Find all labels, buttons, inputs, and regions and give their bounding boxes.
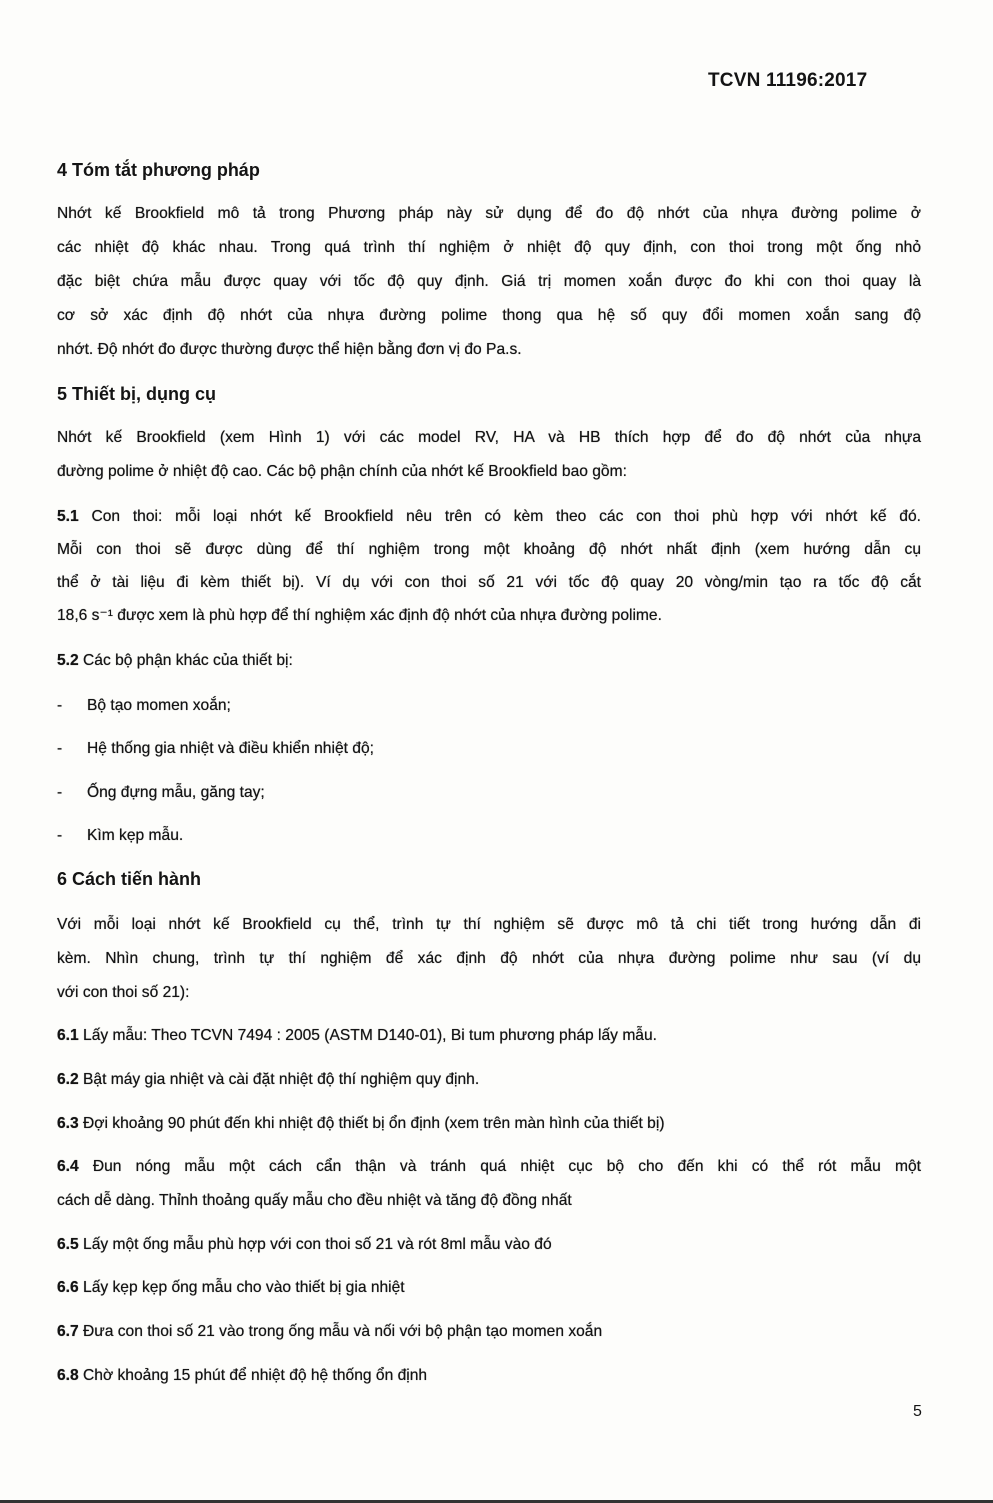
line-text: đặc biệt chứa mẫu được quay với tốc độ quy định. Giá trị momen xoắn được đo khi con thoi quay là [57, 273, 921, 290]
paragraph-line [57, 1278, 921, 1298]
bullet-item [57, 783, 921, 803]
line-text: Lấy một ống mẫu phù hợp với con thoi số 21 và rót 8ml mẫu vào đó [78, 1236, 552, 1253]
paragraph-line [57, 272, 921, 292]
clause-number: 6.5 [57, 1236, 79, 1253]
line-text: Với mỗi loại nhớt kế Brookfield cụ thể, trình tự thí nghiệm sẽ được mô tả chi tiết trong hướng dẫn đi [57, 916, 921, 933]
line-text: nhớt. Độ nhớt đo được thường được thể hiện bằng đơn vị đo Pa.s. [57, 341, 522, 358]
bullet-item [57, 739, 921, 759]
paragraph-line [57, 428, 921, 448]
line-text: Đợi khoảng 90 phút đến khi nhiệt độ thiết bị ổn định (xem trên màn hình của thiết bị) [78, 1115, 665, 1132]
paragraph-line [57, 983, 921, 1003]
section-heading: 4 Tóm tắt phương pháp [57, 160, 260, 180]
line-text: với con thoi số 21): [57, 984, 190, 1001]
line-text: Nhớt kế Brookfield (xem Hình 1) với các model RV, HA và HB thích hợp để đo độ nhớt của nhựa [57, 429, 921, 446]
paragraph-line [57, 606, 921, 626]
line-text: Nhớt kế Brookfield mô tả trong Phương pháp này sử dụng để đo độ nhớt của nhựa đường polime ở [57, 205, 921, 222]
bullet-text: Kìm kẹp mẫu. [87, 827, 184, 844]
bullet-dash: - [57, 740, 63, 757]
clause-number: 6.8 [57, 1367, 79, 1384]
bullet-text: Ống đựng mẫu, găng tay; [87, 784, 265, 801]
line-text: Đun nóng mẫu một cách cẩn thận và tránh quá nhiệt cục bộ cho đến khi có thể rót mẫu một [78, 1158, 921, 1175]
line-text: Đưa con thoi số 21 vào trong ống mẫu và nối với bộ phận tạo momen xoắn [78, 1323, 603, 1340]
paragraph-line [57, 507, 921, 527]
standard-code-header: TCVN 11196:2017 [708, 70, 868, 91]
line-text: các nhiệt độ khác nhau. Trong quá trình thí nghiệm ở nhiệt độ quy định, con thoi trong một ống nhỏ [57, 239, 921, 256]
clause-number: 6.4 [57, 1158, 79, 1175]
bullet-item [57, 826, 921, 846]
line-text: kèm. Nhìn chung, trình tự thí nghiệm để xác định độ nhớt của nhựa đường polime như sau (ví dụ [57, 950, 921, 967]
paragraph-line [57, 1070, 921, 1090]
bullet-text: Hệ thống gia nhiệt và điều khiển nhiệt độ; [87, 740, 374, 757]
paragraph-line [57, 1191, 921, 1211]
paragraph-line [57, 462, 921, 482]
line-text: Các bộ phận khác của thiết bị: [78, 652, 293, 669]
paragraph-line [57, 1322, 921, 1342]
bullet-dash: - [57, 697, 63, 714]
bullet-dash: - [57, 827, 63, 844]
paragraph-line [57, 949, 921, 969]
paragraph-line [57, 340, 921, 360]
clause-number: 6.7 [57, 1323, 79, 1340]
bullet-text: Bộ tạo momen xoắn; [87, 697, 231, 714]
paragraph-line [57, 540, 921, 560]
line-text: đường polime ở nhiệt độ cao. Các bộ phận chính của nhớt kế Brookfield bao gồm: [57, 463, 627, 480]
bullet-item [57, 696, 921, 716]
paragraph-line [57, 204, 921, 224]
paragraph-line [57, 306, 921, 326]
paragraph-line [57, 1157, 921, 1177]
line-text: thể ở tài liệu đi kèm thiết bị). Ví dụ với con thoi số 21 với tốc độ quay 20 vòng/min tạo ra tốc độ cắt [57, 574, 921, 591]
paragraph-line [57, 915, 921, 935]
clause-number: 6.6 [57, 1279, 79, 1296]
clause-number: 5.2 [57, 652, 79, 669]
paragraph-line [57, 238, 921, 258]
line-text: Lấy mẫu: Theo TCVN 7494 : 2005 (ASTM D140-01), Bi tum phương pháp lấy mẫu. [78, 1027, 657, 1044]
line-text: cơ sở xác định độ nhớt của nhựa đường polime thong qua hệ số quy đổi momen xoắn sang độ [57, 307, 921, 324]
clause-number: 6.1 [57, 1027, 79, 1044]
clause-number: 5.1 [57, 508, 79, 525]
line-text: Lấy kẹp kẹp ống mẫu cho vào thiết bị gia nhiệt [78, 1279, 405, 1296]
bullet-dash: - [57, 784, 63, 801]
section-heading: 6 Cách tiến hành [57, 869, 202, 889]
line-text: 18,6 s⁻¹ được xem là phù hợp để thí nghiệm xác định độ nhớt của nhựa đường polime. [57, 607, 662, 624]
line-text: Bật máy gia nhiệt và cài đặt nhiệt độ thí nghiệm quy định. [78, 1071, 480, 1088]
paragraph-line [57, 1026, 921, 1046]
clause-number: 6.2 [57, 1071, 79, 1088]
paragraph-line [57, 1235, 921, 1255]
paragraph-line [57, 651, 921, 671]
paragraph-line [57, 573, 921, 593]
clause-number: 6.3 [57, 1115, 79, 1132]
line-text: cách dễ dàng. Thỉnh thoảng quấy mẫu cho đều nhiệt và tăng độ đồng nhất [57, 1192, 572, 1209]
line-text: Chờ khoảng 15 phút để nhiệt độ hệ thống ổn định [78, 1367, 428, 1384]
paragraph-line [57, 1366, 921, 1386]
paragraph-line [57, 1114, 921, 1134]
line-text: Mỗi con thoi sẽ được dùng để thí nghiệm trong một khoảng độ nhớt nhất định (xem hướng dẫn cụ [57, 541, 921, 558]
section-heading: 5 Thiết bị, dụng cụ [57, 384, 216, 404]
line-text: Con thoi: mỗi loại nhớt kế Brookfield nêu trên có kèm theo các con thoi phù hợp với nhớt kế đó. [78, 508, 921, 525]
page-number: 5 [913, 1403, 922, 1420]
